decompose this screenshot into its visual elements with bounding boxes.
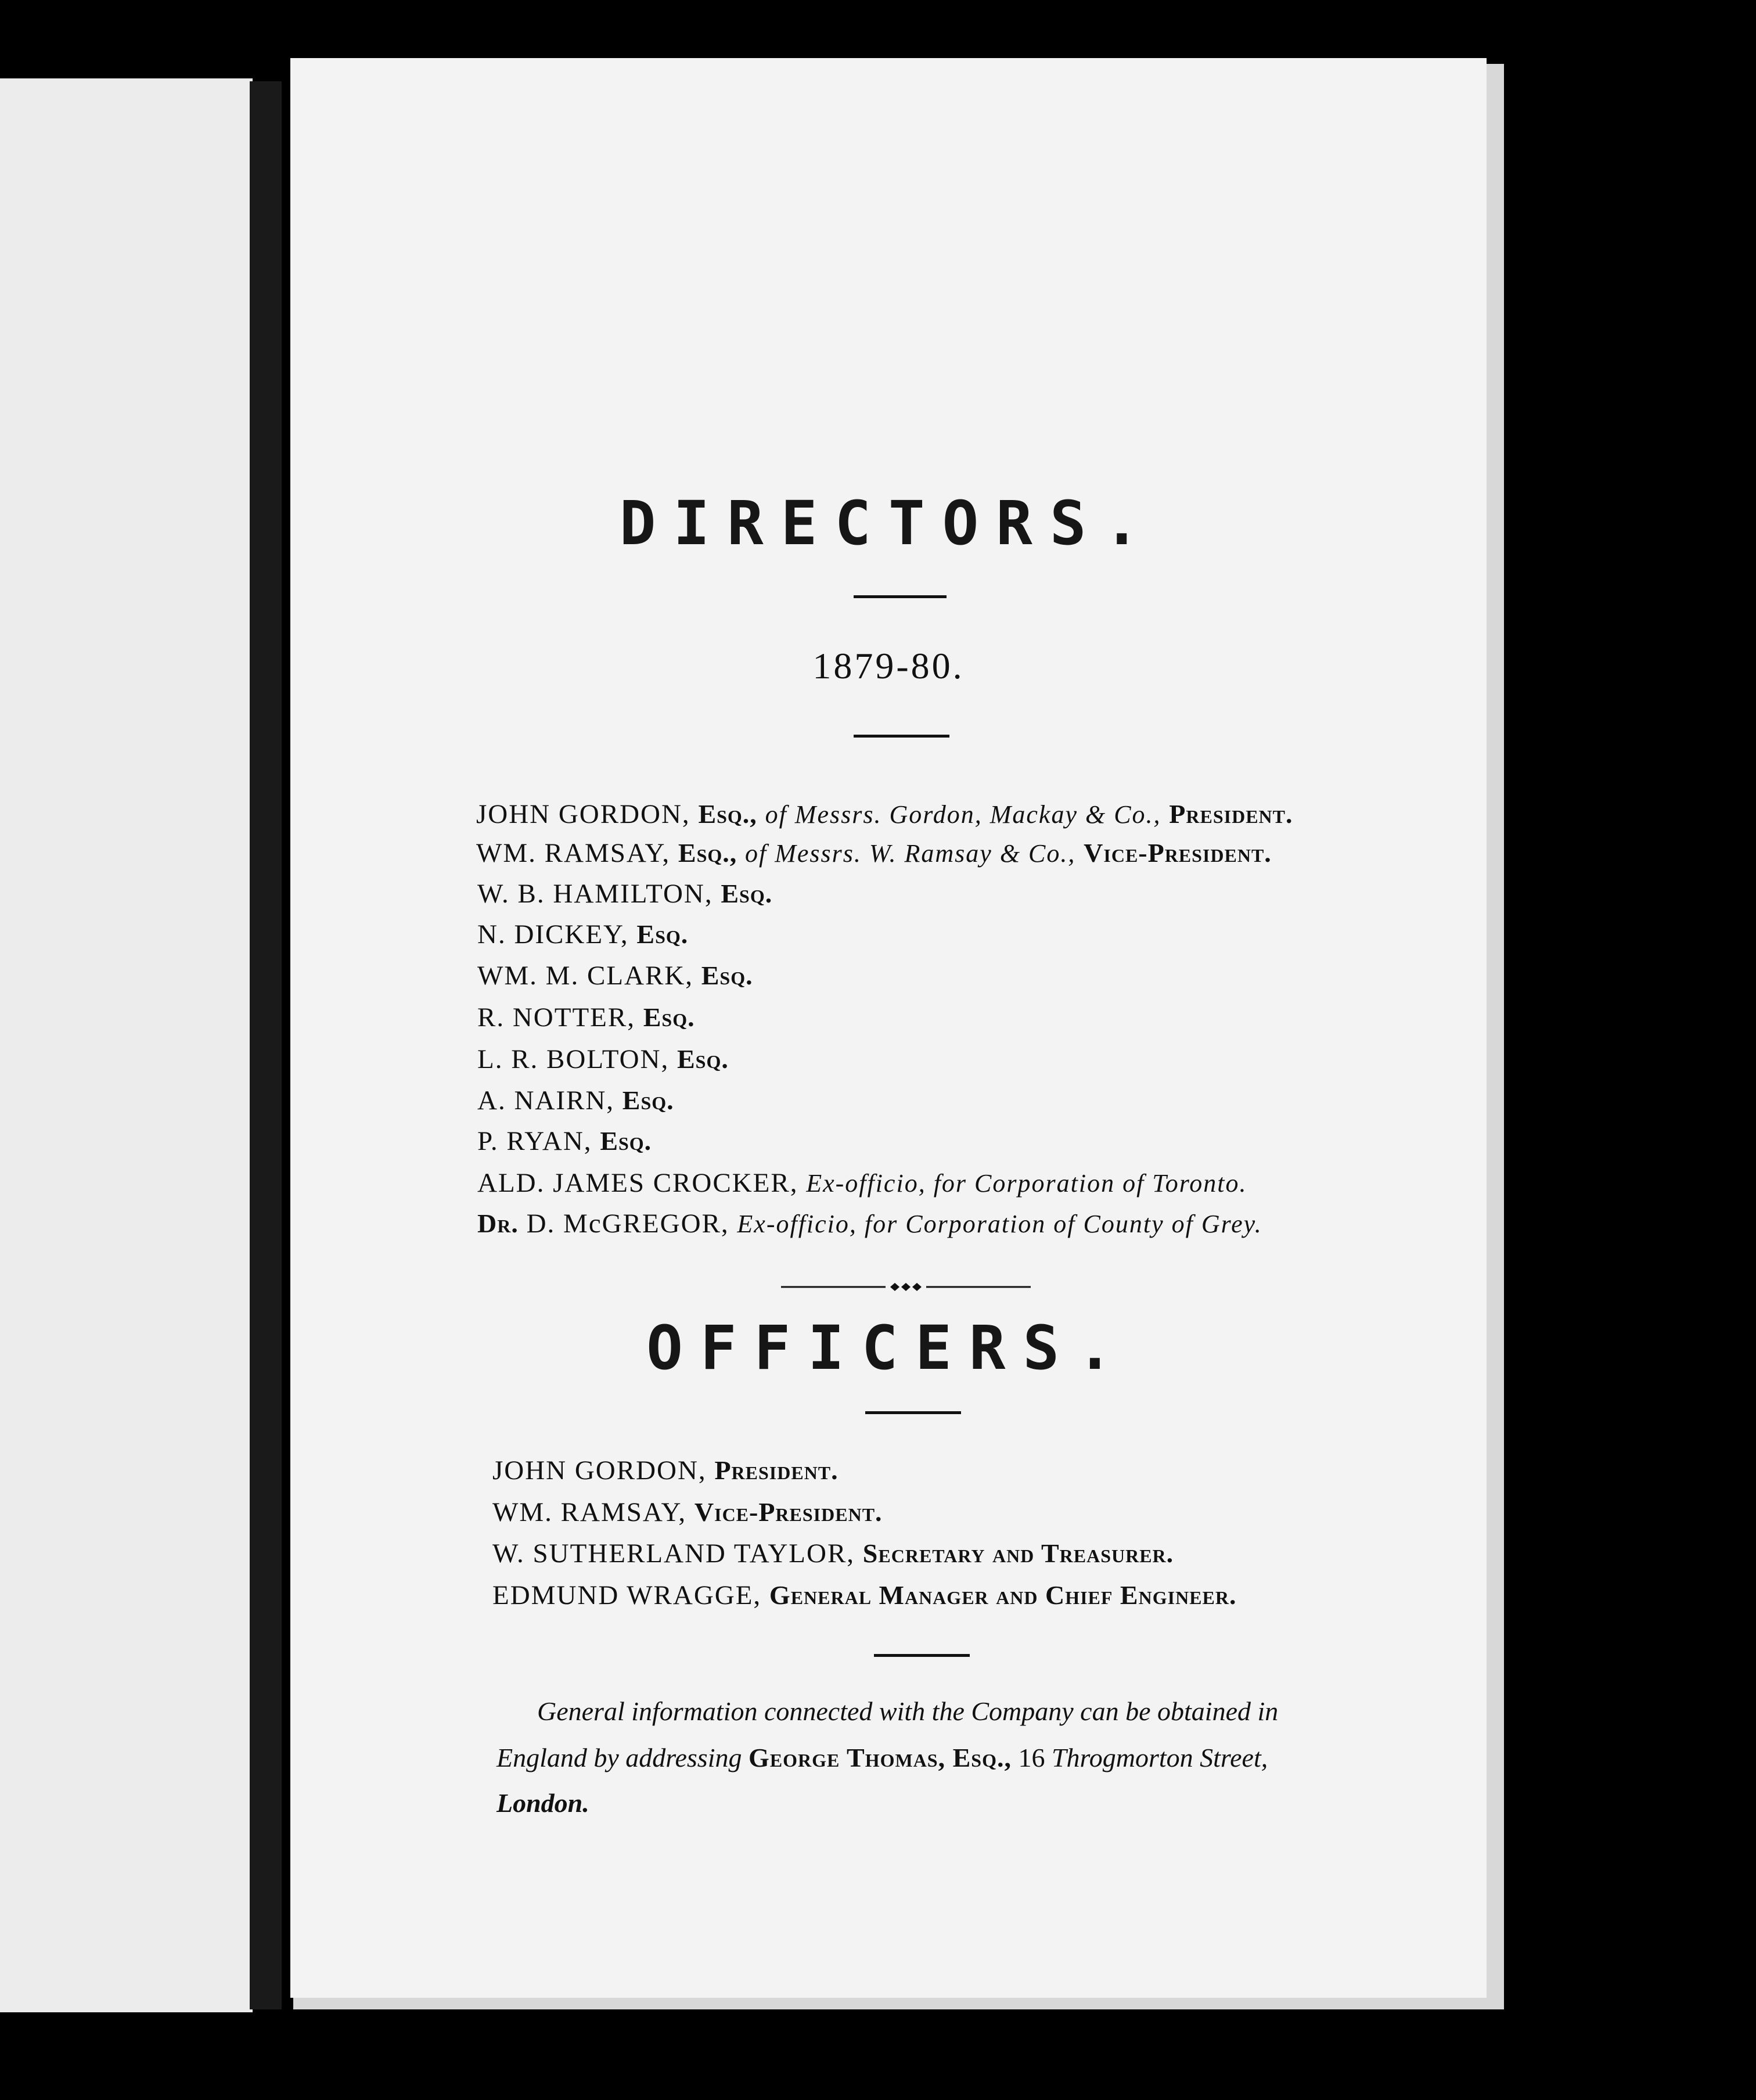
director-entry: W. B. HAMILTON, Esq. <box>477 879 773 909</box>
director-entry: N. DICKEY, Esq. <box>477 919 689 950</box>
officer-entry: EDMUND WRAGGE, General Manager and Chief Engineer. <box>492 1580 1237 1610</box>
left-page-edge <box>0 78 253 2012</box>
director-entry: JOHN GORDON, Esq., of Messrs. Gordon, Mackay & Co., President. <box>476 799 1293 829</box>
directors-year: 1879-80. <box>812 645 965 686</box>
director-entry: R. NOTTER, Esq. <box>477 1002 695 1033</box>
director-entry: P. RYAN, Esq. <box>477 1126 652 1156</box>
right-page <box>290 58 1487 1998</box>
director-entry: WM. M. CLARK, Esq. <box>477 961 753 991</box>
directors-heading: DIRECTORS. <box>619 488 1158 559</box>
director-entry: A. NAIRN, Esq. <box>477 1085 674 1116</box>
officer-entry: WM. RAMSAY, Vice-President. <box>492 1497 883 1527</box>
director-entry: WM. RAMSAY, Esq., of Messrs. W. Ramsay & Co., Vice-President. <box>476 838 1272 868</box>
note-line-3: London. <box>496 1788 589 1818</box>
year-rule <box>854 735 949 738</box>
officer-entry: W. SUTHERLAND TAYLOR, Secretary and Treasurer. <box>492 1538 1174 1569</box>
officer-entry: JOHN GORDON, President. <box>492 1455 839 1486</box>
director-entry: Dr. D. McGREGOR, Ex-officio, for Corporation of County of Grey. <box>477 1209 1262 1239</box>
note-line-1: General information connected with the Company can be obtained in <box>537 1696 1279 1726</box>
director-entry: ALD. JAMES CROCKER, Ex-officio, for Corporation of Toronto. <box>477 1168 1247 1198</box>
heading-rule <box>854 595 947 598</box>
note-line-2: England by addressing George Thomas, Esq., 16 Throgmorton Street, <box>496 1743 1268 1772</box>
officers-rule <box>865 1411 961 1414</box>
binding-gutter <box>250 81 282 2009</box>
officers-heading: OFFICERS. <box>646 1312 1131 1383</box>
ornament-divider <box>781 1278 1031 1296</box>
director-entry: L. R. BOLTON, Esq. <box>477 1044 729 1074</box>
note-rule <box>874 1654 970 1657</box>
